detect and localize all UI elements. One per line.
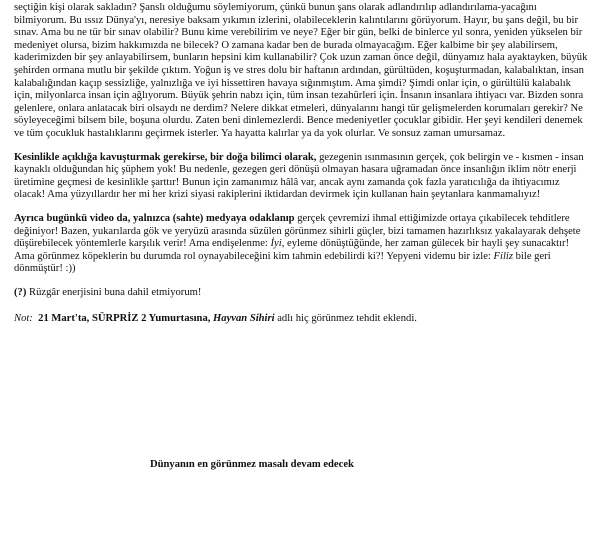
note-italic-bold-text: Hayvan Sihiri bbox=[213, 313, 275, 325]
paragraph-3-text-a: gerçek çevremizi ihmal ettiğimizde ortaya çıkabilecek tehditlere değiniyor! Bazen, yukarılarda gök ve yeryüzü arasında süzülen görünmez sihirli güçler, bizi tamamen hazırlıksız yakalayarak dehşete düşürebilecek yöntemlerle karşılık verir! Ama endişelenme: bbox=[14, 212, 581, 250]
paragraph-3-bold-lead: Ayrıca bugünkü video da, yalnızca (sahte) medyaya odaklanıp bbox=[14, 212, 295, 224]
paragraph-3-italic-b: Filiz bbox=[493, 250, 513, 262]
paragraph-4-text: Rüzgâr enerjisini buna dahil etmiyorum! bbox=[26, 286, 202, 298]
document-body bbox=[14, 2, 588, 337]
note-label: Not: bbox=[14, 313, 33, 325]
paragraph-2-text: gezegenin ısınmasının gerçek, çok belirgin ve - kısmen - insan kaynaklı olduğundan hiç şüphem yok! Bu nedenle, gezegen geri dönüşü olmayan hasara uğramadan önce insanlığın iklim nötr enerji üretimine geçmesi de kesinlikle şarttır! Bunun için zamanımız hâlâ var, ancak aynı zamanda çok fazla yaratıcılığa da ihtiyacımız olacak! Ama yüzyıllardır her mi her krizi siyasi rakiplerini iktidardan devirmek için kullanan hain şeytanlara kanmamalıyız! bbox=[14, 151, 584, 201]
note-line bbox=[14, 313, 588, 326]
paragraph-1 bbox=[14, 2, 588, 141]
paragraph-2-bold-lead: Kesinlikle açıklığa kavuşturmak gerekirse, bir doğa bilimci olarak, bbox=[14, 151, 317, 163]
closing-line: Dünyanın en görünmez masalı devam edecek bbox=[150, 459, 354, 470]
paragraph-3-italic-a: İyi bbox=[270, 238, 282, 250]
note-bold-text: 21 Mart'ta, SÜRPRİZ 2 Yumurtasına, bbox=[38, 313, 214, 325]
paragraph-3-text-c: bile geri dönmüştür! :)) bbox=[14, 250, 551, 275]
paragraph-3-text-b: , eyleme dönüştüğünde, her zaman gülecek bir hayli şey sunacaktır! Ama görünmez köpeklerin bu durumda rol oynayabileceğini kim tahmin edebilirdi ki?! Yepyeni videmu bir izle: bbox=[14, 238, 570, 262]
paragraph-3 bbox=[14, 213, 588, 276]
paragraph-2 bbox=[14, 152, 588, 202]
note-text: adlı hiç görünmez tehdit eklendi. bbox=[274, 313, 417, 325]
paragraph-4-bold-lead: (?) bbox=[14, 286, 27, 298]
paragraph-1-text: seçtiğin kişi olarak sakladın? Şanslı olduğumu söylemiyorum, çünkü bunun şans olarak adlandırılıp adlandırılama-yacağını bilmiyorum. Bu ıssız Dünya'yı, neresiye baksam yıkımın izlerini, olabileceklerin kalıntılarını görüyorum. Hayır, bu şans değil, bu bir sınav. Ama bu ne tür bir sınav olabilir? Bunu kime verebilirim ve neye? Eğer bir gün, belki de binlerce yıl sonra, yeniden yükselen bir medeniyet olursa, bizim hakkımızda ne bilecek? O zamana kadar ben de burada olmayacağım. Eğer kalbime bir şey alabilirsem, kaderimizden bir şey anlayabilirsem, bunların hepsini kim kullanabilir? Çok uzun zaman önce değil, dünyamız hala ayaktayken, büyük şehirden ormana mutlu bir şekilde çıktım. Yoğun iş ve stres dolu bir haftanın ardından, gürültüden, koşuşturmadan, kalabalıktan, insan kalabalığından kaçıp sessizliğe, yalnızlığa ve iyi hissettiren havaya sığınmıştım. Ama şimdi? Şimdi onlar için, o gürültülü kalabalık için, milyonlarca insan için ağlıyorum. Büyük şehrin nabzı için, tüm insan tezahürleri için. İnsanın insanlara ihtiyacı var. Bizden sonra gelenlere, onlara anlatacak biri olsaydı ne derdim? Nelere dikkat etmeleri, dünyalarını hangi tür gelişmelerden korumaları gerekir? Ne söyleyeceğimi bilsem bile, boşuna olurdu. Zaten beni dinlemezlerdi. Bence medeniyetler çocuklar gibidir. Her şeyi kendileri denemek ve tüm çocukluk hastalıklarını geçirmek isterler. Ya hayatta kalırlar ya da yok olurlar. Ve sonsuz zaman umursamaz. bbox=[14, 2, 588, 139]
paragraph-4 bbox=[14, 287, 588, 300]
